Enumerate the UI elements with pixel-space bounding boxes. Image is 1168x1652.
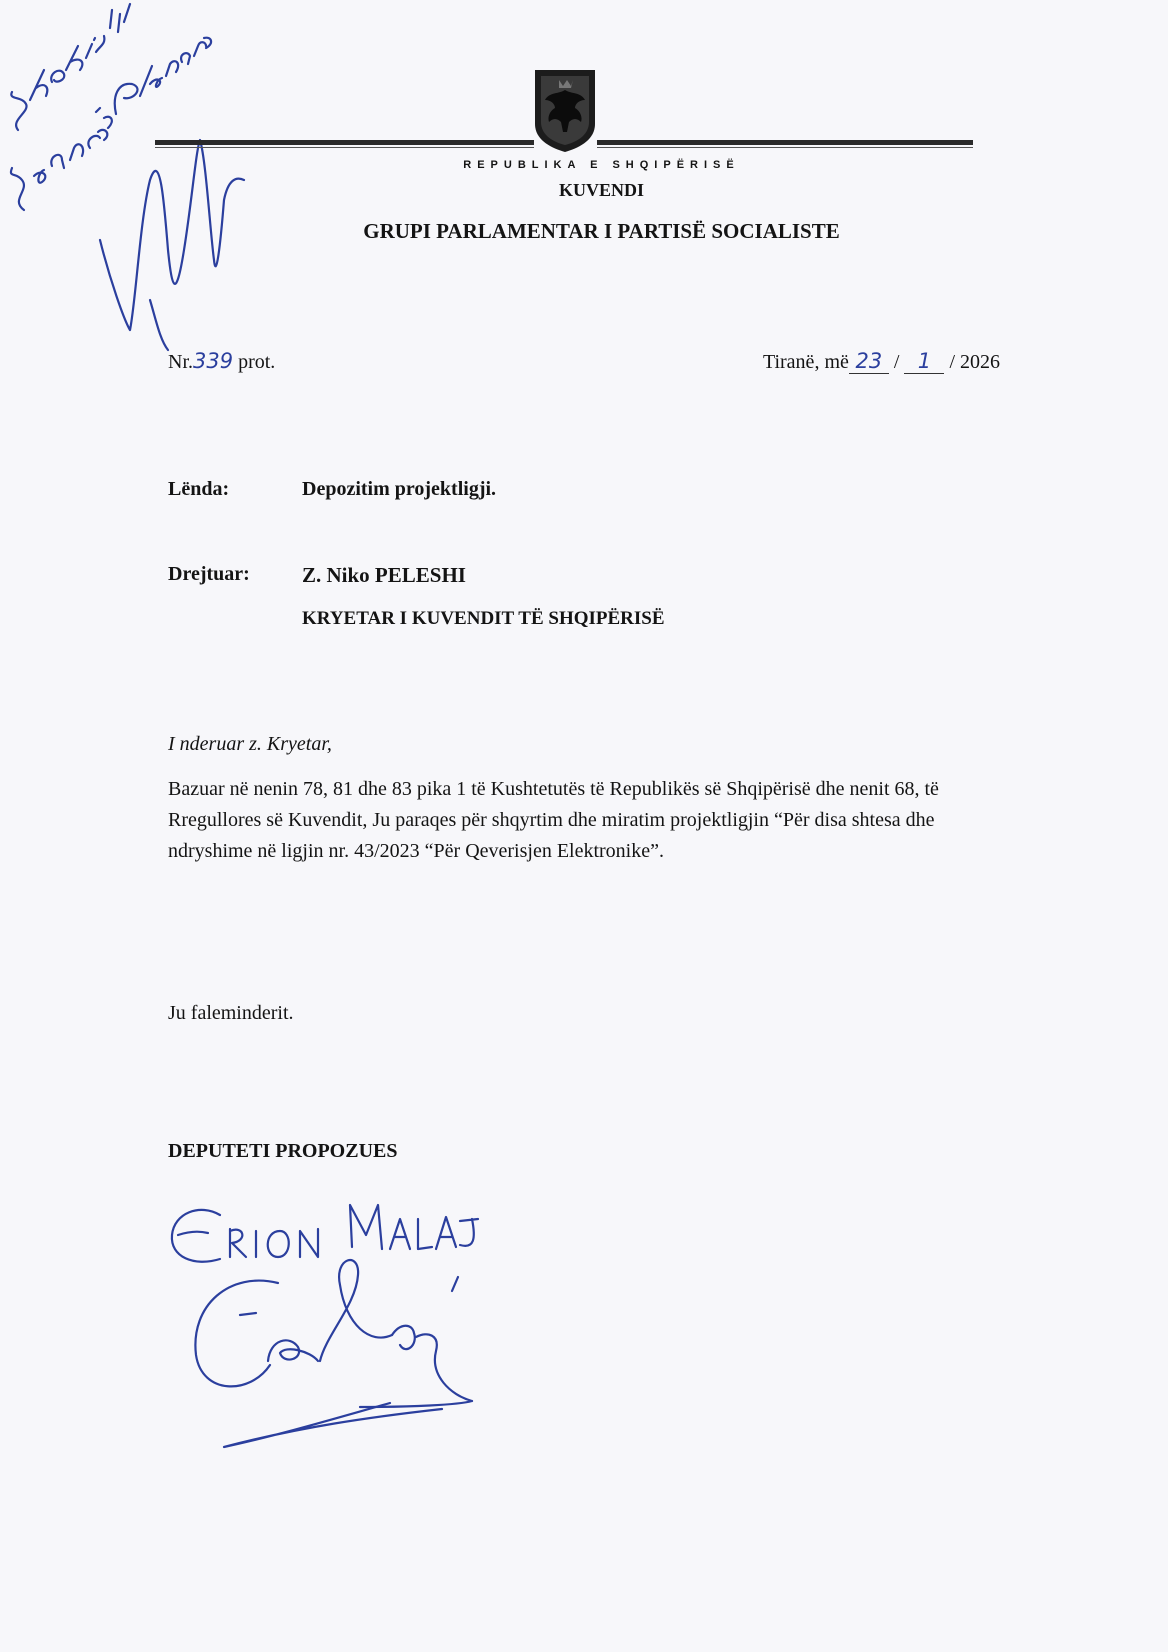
albanian-eagle-emblem-icon [533, 68, 597, 154]
parliamentary-group-title: GRUPI PARLAMENTAR I PARTISË SOCIALISTE [363, 219, 840, 243]
header-rule-left-thin [155, 147, 534, 148]
addressee-title: KRYETAR I KUVENDIT TË SHQIPËRISË [302, 608, 665, 629]
date-month: 1 [904, 349, 944, 374]
salutation: I nderuar z. Kryetar, [168, 733, 332, 755]
protocol-number-value: 339 [193, 349, 234, 373]
republic-title: REPUBLIKA E SHQIPËRISË [463, 159, 740, 171]
protocol-prefix: Nr. [168, 351, 193, 373]
letter-body: Bazuar në nenin 78, 81 dhe 83 pika 1 të Kushtetutës të Republikës së Shqipërisë dhe nenit 68, të Rregullores së Kuvendit, Ju paraqes për shqyrtim dhe miratim projektligjin “Për disa shtesa dhe ndryshime në ligjin nr. 43/2023 “Për Qeverisjen Elektronike”. [168, 778, 939, 862]
header-rule-right-thin [597, 147, 973, 148]
subject-label: Lënda: [168, 478, 230, 500]
header-rule-right [597, 140, 973, 145]
protocol-suffix: prot. [233, 351, 276, 373]
signer-label: DEPUTETI PROPOZUES [168, 1140, 398, 1162]
parliament-title: KUVENDI [558, 180, 644, 200]
date-day: 23 [849, 349, 889, 374]
addressee-label: Drejtuar: [168, 563, 250, 585]
closing: Ju faleminderit. [168, 1002, 294, 1024]
subject-value: Depozitim projektligji. [302, 478, 497, 500]
date-year: 2026 [960, 351, 1000, 373]
addressee-name: Z. Niko PELESHI [302, 563, 466, 587]
document-date: Tiranë, më 23 / 1 / 2026 [762, 349, 1000, 373]
handwritten-signature [160, 1195, 620, 1475]
header-rule-left [155, 140, 534, 145]
date-place: Tiranë, më [762, 351, 849, 373]
protocol-number [168, 349, 275, 374]
